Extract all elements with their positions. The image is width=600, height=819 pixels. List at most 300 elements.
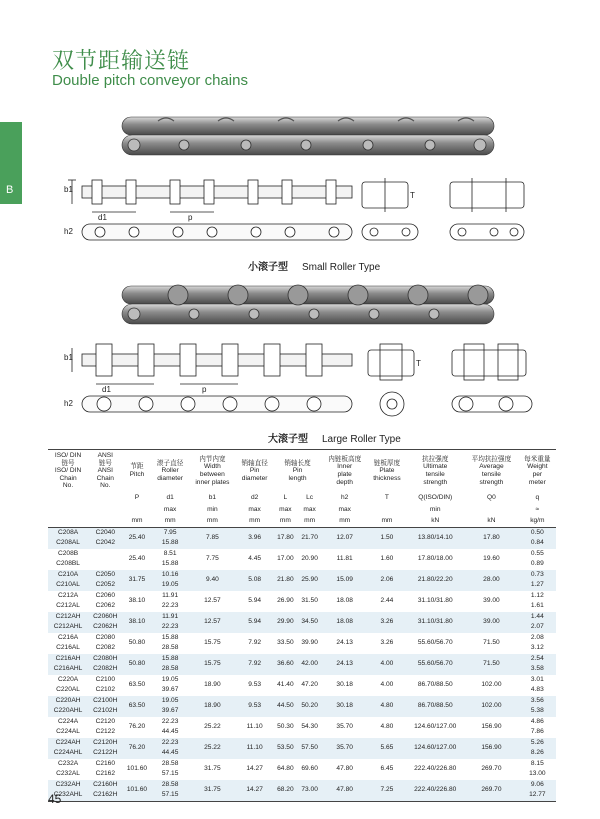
cell-line: C208B <box>57 550 79 558</box>
cell-line: C2100H <box>93 697 118 705</box>
page-title-cn: 双节距输送链 <box>52 48 191 73</box>
column-header-line: ISO/ DIN <box>54 467 82 475</box>
cell-d2: 7.92 <box>236 654 273 675</box>
cell-line: C216A <box>57 634 79 642</box>
cell-w <box>519 696 556 717</box>
cell-lc: 20.90 <box>301 555 318 563</box>
cell-line: C208BL <box>56 560 80 568</box>
cell-d1 <box>152 549 189 570</box>
column-header-line: length <box>288 474 307 482</box>
cell-t: 4.00 <box>380 681 394 689</box>
limit-cell <box>48 504 88 516</box>
symbol-cell: L <box>283 493 288 501</box>
cell-d2: 5.94 <box>236 612 273 633</box>
column-header-line: tensile <box>481 470 501 478</box>
cell-lc: 69.60 <box>301 765 318 773</box>
column-header-line: 链板厚度 <box>373 459 401 467</box>
cell-line: 8.26 <box>530 749 544 757</box>
cell-l: 64.80 <box>277 765 294 773</box>
table-unit-row <box>48 515 556 527</box>
column-header-line: Width <box>203 463 221 471</box>
cell-p: 25.40 <box>128 555 146 563</box>
large-roller-caption-cn: 大滚子型 <box>268 434 308 445</box>
cell-h2: 35.70 <box>322 738 368 759</box>
cell-line: C210A <box>57 571 79 579</box>
cell-p: 76.20 <box>122 738 151 759</box>
cell-p: 25.40 <box>122 527 151 549</box>
svg-text:p: p <box>202 385 207 394</box>
cell-line: 39.67 <box>161 707 179 715</box>
cell-line: 3.01 <box>530 676 544 684</box>
cell-t: 3.26 <box>380 639 394 647</box>
cell-line: 1.61 <box>530 602 544 610</box>
cell-b1: 12.57 <box>204 597 221 605</box>
cell-line: C232AL <box>56 770 80 778</box>
cell-ansi <box>88 591 122 612</box>
column-header-line: 链号 <box>61 459 75 467</box>
cell-line: C2062 <box>95 602 115 610</box>
cell-d2: 11.10 <box>246 723 263 731</box>
cell-lc: 54.30 <box>301 723 318 731</box>
limit-cell: max <box>248 505 261 513</box>
cell-t: 3.26 <box>368 612 407 633</box>
unit-cell: kN <box>464 515 518 527</box>
table-limit-row <box>48 504 556 516</box>
cell-line: C232AHL <box>53 791 83 799</box>
column-header-line: Pin <box>292 467 303 475</box>
cell-q-iso: 222.40/226.80 <box>414 765 457 773</box>
column-header-line: thickness <box>373 474 401 482</box>
cell-line: C2082H <box>93 665 118 673</box>
column-header <box>236 450 273 492</box>
limit-cell <box>122 504 151 516</box>
column-header-line: Inner <box>337 463 353 471</box>
limit-cell: max <box>163 505 177 513</box>
unit-cell: mm <box>236 515 273 527</box>
cell-line: 19.05 <box>161 581 179 589</box>
cell-b1: 25.22 <box>204 723 221 731</box>
cell-line: 12.77 <box>529 791 546 799</box>
side-tab-label: B <box>6 184 14 196</box>
cell-b1: 12.57 <box>189 612 236 633</box>
cell-q-iso: 17.80/18.00 <box>417 555 453 563</box>
symbol-cell: Q0 <box>487 493 496 501</box>
cell-w <box>519 738 556 759</box>
cell-line: 0.73 <box>530 571 544 579</box>
cell-lc: 47.20 <box>301 681 318 689</box>
symbol-cell: h2 <box>341 493 349 501</box>
cell-line: C212AHL <box>53 623 83 631</box>
cell-line: C2120H <box>93 739 118 747</box>
limit-cell: ≈ <box>535 505 540 513</box>
limit-cell: max <box>338 505 351 513</box>
dim-b1-label: b1 <box>64 185 73 194</box>
cell-line: 7.86 <box>530 728 544 736</box>
cell-d1 <box>152 612 189 633</box>
cell-line: C224AHL <box>53 749 83 757</box>
cell-d2: 9.53 <box>248 681 262 689</box>
cell-line: 3.12 <box>530 644 544 652</box>
cell-line: 0.84 <box>530 539 544 547</box>
cell-q0: 39.00 <box>464 612 518 633</box>
column-header-line: Weight <box>527 463 548 471</box>
cell-line: C224AH <box>55 739 81 747</box>
cell-lc: 31.50 <box>301 597 318 605</box>
cell-q0: 102.00 <box>464 696 518 717</box>
cell-l: 29.90 <box>273 612 297 633</box>
column-header-line: Plate <box>379 467 395 475</box>
cell-iso <box>48 633 88 654</box>
svg-text:d1: d1 <box>102 385 111 394</box>
table-row <box>48 759 556 780</box>
cell-d1 <box>152 654 189 675</box>
cell-line: C2042 <box>95 539 115 547</box>
cell-p: 31.75 <box>122 570 151 591</box>
cell-line: 44.45 <box>161 749 179 757</box>
cell-line: 7.95 <box>163 529 177 537</box>
cell-q-iso: 21.80/22.20 <box>406 570 464 591</box>
cell-q0: 156.90 <box>464 738 518 759</box>
cell-line: C2060 <box>95 592 115 600</box>
cell-line: C212AH <box>55 613 81 621</box>
table-row <box>48 570 556 591</box>
limit-cell: max <box>279 505 292 513</box>
cell-ansi <box>88 675 122 696</box>
large-roller-caption <box>268 430 401 445</box>
cell-q0: 17.80 <box>464 527 518 549</box>
cell-lc: 39.90 <box>301 639 318 647</box>
cell-line: 3.58 <box>530 665 544 673</box>
cell-line: 28.58 <box>161 760 179 768</box>
cell-line: C232AH <box>55 781 81 789</box>
cell-q0: 71.50 <box>464 654 518 675</box>
cell-d2: 4.45 <box>248 555 262 563</box>
cell-d2: 11.10 <box>236 738 273 759</box>
cell-lc: 42.00 <box>298 654 322 675</box>
cell-line: 5.38 <box>530 707 544 715</box>
cell-w <box>519 591 556 612</box>
table-row <box>48 780 556 802</box>
column-header-line: 内节内宽 <box>199 455 226 463</box>
column-header-line: diameter <box>157 474 183 482</box>
cell-t: 4.80 <box>368 696 407 717</box>
cell-ansi <box>88 696 122 717</box>
cell-d2: 5.08 <box>236 570 273 591</box>
cell-line: 57.15 <box>161 791 179 799</box>
cell-line <box>89 559 121 569</box>
cell-d2: 5.94 <box>248 597 262 605</box>
table-row <box>48 675 556 696</box>
column-header-line: ISO/ DIN <box>54 452 82 459</box>
table-row <box>48 654 556 675</box>
cell-line: C2102H <box>93 707 118 715</box>
cell-q-iso: 55.60/56.70 <box>417 639 453 647</box>
cell-b1: 7.75 <box>205 555 219 563</box>
unit-cell: mm <box>368 515 407 527</box>
cell-ansi <box>88 527 122 549</box>
symbol-cell: Q(ISO/DIN) <box>418 493 453 501</box>
cell-line: C2062H <box>93 623 118 631</box>
cell-line: C224AL <box>56 728 80 736</box>
cell-q-iso: 124.60/127.00 <box>414 723 457 731</box>
cell-iso <box>48 759 88 780</box>
table-row <box>48 738 556 759</box>
cell-w <box>519 675 556 696</box>
cell-l: 68.20 <box>273 780 297 802</box>
cell-l: 41.40 <box>277 681 294 689</box>
cell-line: 28.58 <box>161 644 179 652</box>
cell-line: 1.44 <box>530 613 544 621</box>
cell-b1: 15.75 <box>189 654 236 675</box>
cell-line: 22.23 <box>161 718 179 726</box>
cell-b1: 9.40 <box>189 570 236 591</box>
column-header-line: ANSI <box>97 467 113 475</box>
column-header <box>519 450 556 492</box>
cell-line: 22.23 <box>161 602 179 610</box>
column-header-line: strength <box>423 478 448 486</box>
cell-b1: 25.22 <box>189 738 236 759</box>
cell-line: 0.50 <box>530 529 544 537</box>
cell-line: 57.15 <box>161 770 179 778</box>
cell-q-iso: 31.10/31.80 <box>417 597 453 605</box>
cell-d1 <box>152 633 189 654</box>
column-header-line: Chain <box>59 474 77 482</box>
cell-line: 22.23 <box>161 739 179 747</box>
column-header-line: Average <box>479 463 504 471</box>
cell-line: 8.15 <box>530 760 544 768</box>
cell-iso <box>48 654 88 675</box>
cell-q-iso: 86.70/88.50 <box>417 681 453 689</box>
cell-iso <box>48 717 88 738</box>
cell-line: 15.88 <box>161 655 179 663</box>
cell-line: 8.51 <box>163 550 177 558</box>
cell-line: 15.88 <box>161 539 179 547</box>
cell-t: 7.25 <box>368 780 407 802</box>
column-header-line: 抗拉强度 <box>422 455 449 463</box>
cell-line: 44.45 <box>161 728 179 736</box>
column-header-line: 链号 <box>98 459 112 467</box>
cell-line: C2120 <box>95 718 115 726</box>
page-number: 45 <box>48 792 62 806</box>
cell-iso <box>48 696 88 717</box>
cell-d1 <box>152 780 189 802</box>
unit-cell: mm <box>273 515 297 527</box>
column-header-line: tensile <box>425 470 445 478</box>
unit-cell <box>48 515 88 527</box>
symbol-cell: T <box>384 493 389 501</box>
cell-b1: 31.75 <box>189 780 236 802</box>
cell-l: 17.80 <box>273 527 297 549</box>
cell-d1 <box>152 570 189 591</box>
small-roller-caption-en: Small Roller Type <box>302 262 381 273</box>
cell-b1: 18.90 <box>204 681 221 689</box>
cell-p: 101.60 <box>126 765 148 773</box>
column-header <box>48 450 88 492</box>
cell-b1: 7.85 <box>189 527 236 549</box>
limit-cell: min <box>429 505 441 513</box>
limit-cell <box>368 504 407 516</box>
cell-line: C220AHL <box>53 707 83 715</box>
cell-b1: 18.90 <box>189 696 236 717</box>
cell-w <box>519 549 556 570</box>
cell-line: 11.91 <box>162 592 179 600</box>
column-header <box>368 450 407 492</box>
cell-line: C212AL <box>56 602 80 610</box>
column-header-line: 滚子直径 <box>156 459 184 467</box>
cell-p: 50.80 <box>128 639 146 647</box>
large-roller-chain-photo <box>118 282 498 330</box>
column-header-line: Ultimate <box>423 463 448 471</box>
cell-line: C224A <box>57 718 79 726</box>
chain-spec-table <box>48 449 556 802</box>
small-roller-caption-cn: 小滚子型 <box>248 262 288 273</box>
cell-d1 <box>152 738 189 759</box>
cell-line: C2160 <box>95 760 115 768</box>
column-header-line: Roller <box>161 467 179 475</box>
cell-p: 76.20 <box>128 723 146 731</box>
side-tab <box>0 122 22 204</box>
cell-d2: 7.92 <box>248 639 262 647</box>
cell-d2: 9.53 <box>236 696 273 717</box>
cell-line: C232A <box>57 760 79 768</box>
cell-t: 1.60 <box>380 555 394 563</box>
cell-w <box>519 717 556 738</box>
unit-cell: mm <box>122 515 151 527</box>
column-header-line: 内链板高度 <box>328 455 362 463</box>
limit-cell <box>464 504 518 516</box>
cell-h2: 11.81 <box>336 555 353 563</box>
cell-lc: 57.50 <box>298 738 322 759</box>
cell-line: C216AL <box>56 644 80 652</box>
cell-q-iso: 13.80/14.10 <box>406 527 464 549</box>
column-header-line: 每米重量 <box>524 455 551 463</box>
cell-t: 4.00 <box>368 654 407 675</box>
column-header-line: per <box>532 470 543 478</box>
symbol-cell: d1 <box>166 493 174 501</box>
cell-p: 101.60 <box>122 780 151 802</box>
cell-line: 0.55 <box>530 550 544 558</box>
cell-q0: 19.60 <box>483 555 500 563</box>
dim-h2-label: h2 <box>64 227 73 236</box>
cell-d1 <box>152 717 189 738</box>
cell-line: C220AH <box>55 697 81 705</box>
cell-line: C216AH <box>55 655 81 663</box>
cell-q-iso: 55.60/56.70 <box>406 654 464 675</box>
symbol-cell: q <box>535 493 540 501</box>
large-roller-drawing <box>62 340 556 426</box>
cell-h2: 30.18 <box>336 681 353 689</box>
cell-d1 <box>152 527 189 549</box>
cell-iso <box>48 570 88 591</box>
cell-line: 28.58 <box>161 781 179 789</box>
cell-q-iso: 31.10/31.80 <box>406 612 464 633</box>
cell-l: 17.00 <box>277 555 294 563</box>
cell-line: C2100 <box>95 676 115 684</box>
cell-h2: 18.08 <box>322 612 368 633</box>
cell-line: 5.26 <box>530 739 544 747</box>
cell-h2: 47.80 <box>322 780 368 802</box>
cell-line: 15.88 <box>161 634 179 642</box>
symbol-cell: d2 <box>250 493 259 501</box>
svg-text:h2: h2 <box>64 399 73 408</box>
cell-line: C2082 <box>95 644 115 652</box>
cell-line: C220AL <box>56 686 80 694</box>
column-header <box>406 450 464 492</box>
column-header-line: meter <box>528 478 546 486</box>
unit-cell: mm <box>298 515 322 527</box>
limit-cell: max <box>303 505 316 513</box>
cell-d1 <box>152 591 189 612</box>
cell-line: C2052 <box>95 581 115 589</box>
table-row <box>48 549 556 570</box>
cell-line: C2050 <box>95 571 115 579</box>
cell-h2: 18.08 <box>336 597 353 605</box>
cell-q0: 269.70 <box>481 765 502 773</box>
cell-line: C208AL <box>56 539 80 547</box>
table-symbol-row <box>48 492 556 504</box>
column-header-line: Pin <box>249 467 260 475</box>
cell-lc: 50.20 <box>298 696 322 717</box>
cell-w <box>519 759 556 780</box>
limit-cell: min <box>207 505 218 513</box>
column-header <box>122 450 151 492</box>
dim-t-label: T <box>410 191 415 200</box>
cell-line: 0.89 <box>530 560 544 568</box>
cell-h2: 24.13 <box>336 639 353 647</box>
cell-p: 50.80 <box>122 654 151 675</box>
cell-ansi <box>88 633 122 654</box>
unit-cell: kN <box>406 515 464 527</box>
cell-t: 5.65 <box>368 738 407 759</box>
cell-q0: 269.70 <box>464 780 518 802</box>
cell-line: C210AL <box>56 581 80 589</box>
cell-line: 13.00 <box>529 770 546 778</box>
cell-b1: 31.75 <box>204 765 221 773</box>
column-header-line: 节距 <box>130 463 144 471</box>
cell-line: 2.07 <box>530 623 544 631</box>
cell-l: 36.60 <box>273 654 297 675</box>
symbol-cell: b1 <box>208 493 217 501</box>
column-header-line: diameter <box>241 474 268 482</box>
cell-line: 4.83 <box>530 686 544 694</box>
cell-ansi <box>88 780 122 802</box>
cell-line: C2160H <box>93 781 118 789</box>
column-header-line: No. <box>62 482 74 490</box>
table-row <box>48 527 556 549</box>
cell-w <box>519 527 556 549</box>
cell-d2: 14.27 <box>246 765 263 773</box>
column-header-line: strength <box>479 478 504 486</box>
cell-q-iso: 222.40/226.80 <box>406 780 464 802</box>
cell-iso <box>48 738 88 759</box>
page-title-en: Double pitch conveyor chains <box>52 72 248 89</box>
cell-w <box>519 654 556 675</box>
cell-d2: 3.96 <box>236 527 273 549</box>
column-header <box>322 450 368 492</box>
cell-ansi <box>88 759 122 780</box>
cell-lc: 21.70 <box>298 527 322 549</box>
cell-ansi <box>88 570 122 591</box>
cell-line: 1.27 <box>530 581 544 589</box>
cell-d1 <box>152 696 189 717</box>
cell-t: 6.45 <box>380 765 394 773</box>
table-row <box>48 696 556 717</box>
column-header <box>189 450 236 492</box>
cell-lc: 73.00 <box>298 780 322 802</box>
dim-d1-label: d1 <box>98 213 107 222</box>
column-header-line: between <box>199 470 225 478</box>
cell-line: C2060H <box>93 613 118 621</box>
